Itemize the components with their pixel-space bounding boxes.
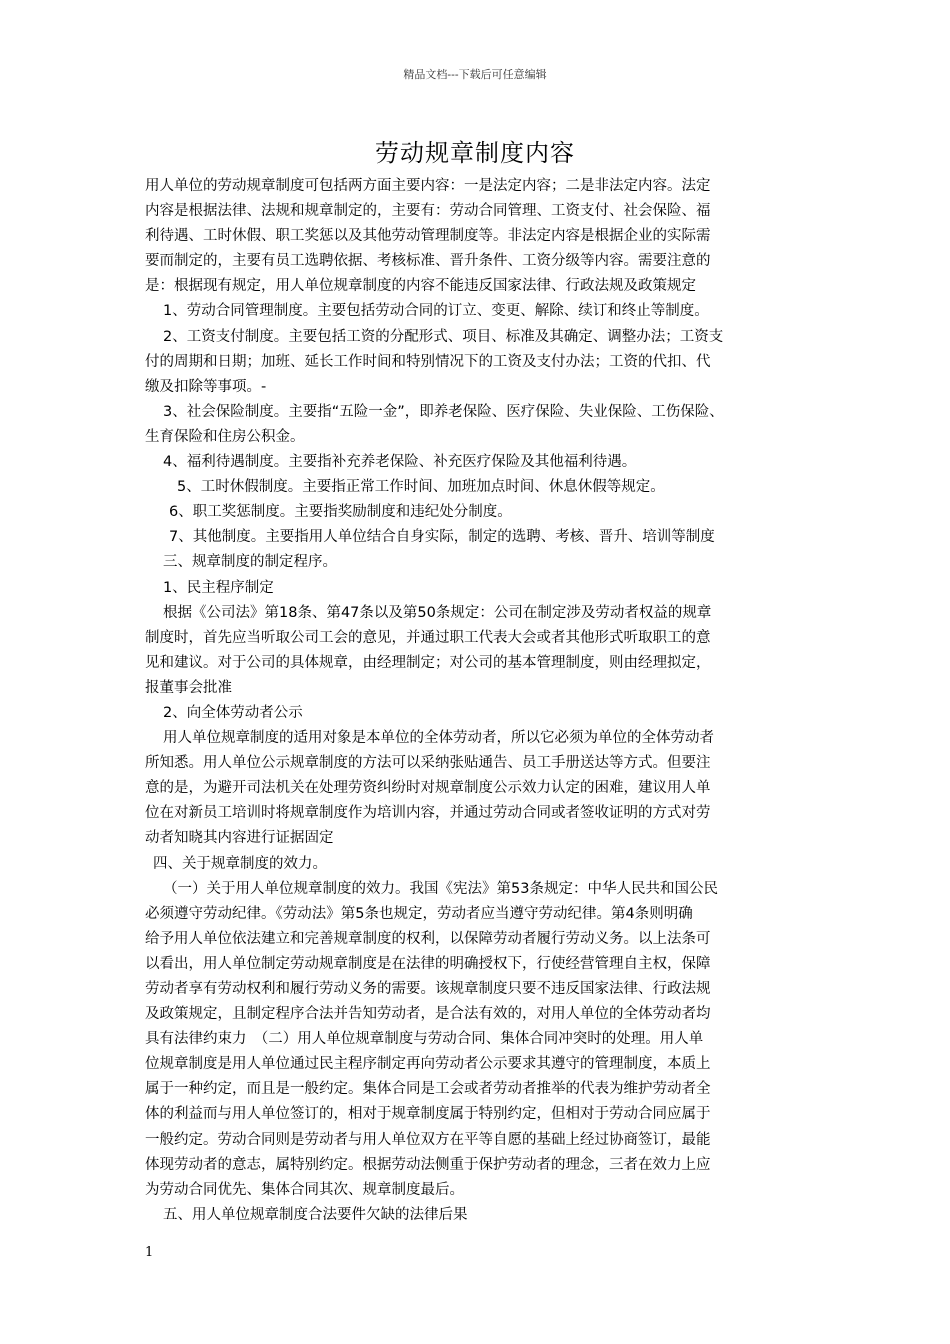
text-line: （一）关于用人单位规章制度的效力。我国《宪法》第53条规定：中华人民共和国公民 bbox=[163, 880, 718, 897]
text-line: 劳动者享有劳动权利和履行劳动义务的需要。该规章制度只要不违反国家法律、行政法规 bbox=[145, 981, 711, 997]
text-line: 用人单位的劳动规章制度可包括两方面主要内容：一是法定内容；二是非法定内容。法定 bbox=[145, 178, 711, 194]
text-line: 缴及扣除等事项。- bbox=[145, 378, 267, 395]
text-line: 属于一种约定，而且是一般约定。集体合同是工会或者劳动者推举的代表为维护劳动者全 bbox=[145, 1081, 711, 1098]
text-line: 报董事会批准 bbox=[145, 679, 232, 696]
text-line: 三、规章制度的制定程序。 bbox=[163, 554, 337, 571]
text-line: 用人单位规章制度的适用对象是本单位的全体劳动者，所以它必须为单位的全体劳动者 bbox=[163, 730, 714, 747]
text-line: 动者知晓其内容进行证据固定 bbox=[145, 830, 334, 847]
text-line: 一般约定。劳动合同则是劳动者与用人单位双方在平等自愿的基础上经过协商签订，最能 bbox=[145, 1131, 711, 1148]
text-line: 是：根据现有规定，用人单位规章制度的内容不能违反国家法律、行政法规及政策规定 bbox=[145, 278, 696, 295]
text-line: 必须遵守劳动纪律。《劳动法》第5条也规定，劳动者应当遵守劳动纪律。第4条则明确 bbox=[145, 905, 693, 922]
text-line: 具有法律约束力 （二）用人单位规章制度与劳动合同、集体合同冲突时的处理。用人单 bbox=[145, 1031, 704, 1048]
text-line: 2、向全体劳动者公示 bbox=[163, 704, 303, 721]
text-line: 6、职工奖惩制度。主要指奖励制度和违纪处分制度。 bbox=[169, 504, 512, 521]
text-line: 1、民主程序制定 bbox=[163, 579, 274, 596]
text-line: 及政策规定，且制定程序合法并告知劳动者，是合法有效的，对用人单位的全体劳动者均 bbox=[145, 1006, 711, 1023]
document-title: 劳动规章制度内容 bbox=[375, 139, 575, 167]
text-line: 五、用人单位规章制度合法要件欠缺的法律后果 bbox=[163, 1206, 468, 1223]
page-header: 精品文档---下载后可任意编辑 bbox=[403, 68, 547, 81]
text-line: 要而制定的，主要有员工选聘依据、考核标准、晋升条件、工资分级等内容。需要注意的 bbox=[145, 253, 711, 270]
text-line: 制度时，首先应当听取公司工会的意见，并通过职工代表大会或者其他形式听取职工的意 bbox=[145, 629, 711, 646]
text-line: 1、劳动合同管理制度。主要包括劳动合同的订立、变更、解除、续订和终止等制度。 bbox=[163, 303, 709, 320]
text-line: 体现劳动者的意志，属特别约定。根据劳动法侧重于保护劳动者的理念，三者在效力上应 bbox=[145, 1156, 711, 1173]
text-line: 意的是，为避开司法机关在处理劳资纠纷时对规章制度公示效力认定的困难，建议用人单 bbox=[145, 780, 711, 797]
text-line: 见和建议。对于公司的具体规章，由经理制定；对公司的基本管理制度，则由经理拟定， bbox=[145, 654, 711, 671]
text-line: 所知悉。用人单位公示规章制度的方法可以采纳张贴通告、员工手册送达等方式。但要注 bbox=[145, 755, 711, 772]
page-number: 1 bbox=[145, 1245, 154, 1260]
text-line: 给予用人单位依法建立和完善规章制度的权利，以保障劳动者履行劳动义务。以上法条可 bbox=[145, 930, 711, 947]
text-line: 四、关于规章制度的效力。 bbox=[153, 855, 327, 872]
text-line: 根据《公司法》第18条、第47条以及第50条规定：公司在制定涉及劳动者权益的规章 bbox=[163, 604, 712, 621]
text-line: 体的利益而与用人单位签订的，相对于规章制度属于特别约定，但相对于劳动合同应属于 bbox=[145, 1106, 711, 1123]
document-body bbox=[145, 174, 825, 1228]
text-line: 位在对新员工培训时将规章制度作为培训内容，并通过劳动合同或者签收证明的方式对劳 bbox=[145, 805, 711, 822]
text-line: 位规章制度是用人单位通过民主程序制定再向劳动者公示要求其遵守的管理制度，本质上 bbox=[145, 1056, 711, 1073]
text-line: 以看出，用人单位制定劳动规章制度是在法律的明确授权下，行使经营管理自主权，保障 bbox=[145, 955, 711, 972]
text-line: 3、社会保险制度。主要指“五险一金”，即养老保险、医疗保险、失业保险、工伤保险、 bbox=[163, 403, 724, 420]
text-line: 7、其他制度。主要指用人单位结合自身实际，制定的选聘、考核、晋升、培训等制度 bbox=[169, 529, 715, 546]
text-line: 内容是根据法律、法规和规章制定的，主要有：劳动合同管理、工资支付、社会保险、福 bbox=[145, 203, 711, 220]
text-line: 生育保险和住房公积金。 bbox=[145, 428, 305, 445]
text-line: 2、工资支付制度。主要包括工资的分配形式、项目、标准及其确定、调整办法；工资支 bbox=[163, 328, 724, 345]
text-line: 5、工时休假制度。主要指正常工作时间、加班加点时间、休息休假等规定。 bbox=[177, 479, 665, 496]
text-line: 为劳动合同优先、集体合同其次、规章制度最后。 bbox=[145, 1181, 464, 1198]
text-line: 4、福利待遇制度。主要指补充养老保险、补充医疗保险及其他福利待遇。 bbox=[163, 454, 637, 471]
text-line: 利待遇、工时休假、职工奖惩以及其他劳动管理制度等。非法定内容是根据企业的实际需 bbox=[145, 228, 711, 245]
text-line: 付的周期和日期；加班、延长工作时间和特别情况下的工资及支付办法；工资的代扣、代 bbox=[145, 353, 711, 370]
